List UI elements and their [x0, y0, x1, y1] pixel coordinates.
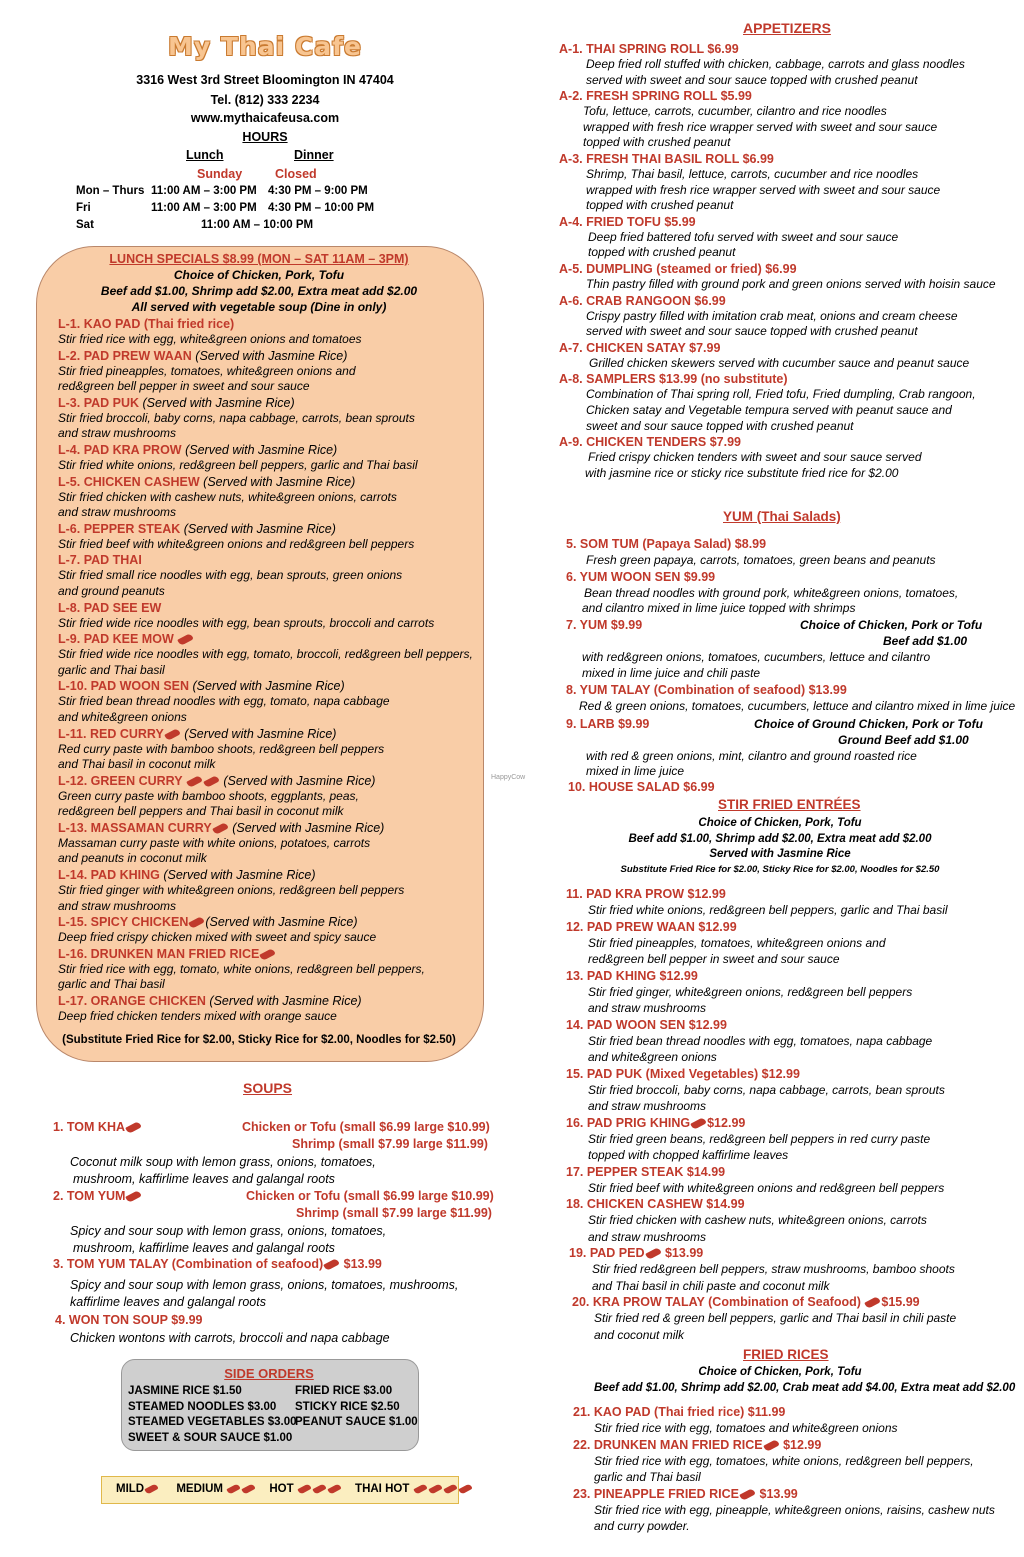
item-note: (Served with Jasmine Rice)	[185, 442, 338, 457]
item-desc: and Thai basil in coconut milk	[58, 757, 216, 772]
friedrice-title: FRIED RICES	[743, 1347, 829, 1362]
restaurant-logo: My Thai Cafe	[168, 32, 362, 61]
chili-pepper-icon	[413, 1483, 427, 1494]
lunch-specials-title: LUNCH SPECIALS $8.99 (MON – SAT 11AM – 3PM)	[109, 252, 409, 266]
hours-lunch: 11:00 AM – 3:00 PM	[151, 202, 257, 214]
item-desc: served with sweet and sour sauce topped with crushed peanut	[586, 72, 918, 87]
item-name: A-2. FRESH SPRING ROLL $5.99	[559, 89, 752, 104]
item-name: L-13. MASSAMAN CURRY	[58, 820, 212, 835]
item-name: L-5. CHICKEN CASHEW	[58, 474, 200, 489]
friedrice-list	[573, 1404, 1013, 1535]
item-desc: Stir fried rice with egg, tomato, white onions, red&green bell peppers,	[58, 961, 425, 976]
item-desc: Stir fried small rice noodles with egg, bean sprouts, green onions	[58, 568, 403, 583]
item-name: L-3. PAD PUK	[58, 395, 140, 410]
menu-item	[58, 631, 478, 678]
item-price: $13.99	[759, 1486, 798, 1501]
item-desc: and peanuts in coconut milk	[58, 851, 207, 866]
item-desc: and straw mushrooms	[588, 1229, 707, 1244]
item-desc	[70, 1223, 386, 1256]
item-name: 23. PINEAPPLE FRIED RICE	[573, 1486, 740, 1501]
item-name: 12. PAD PREW WAAN $12.99	[566, 919, 737, 934]
item-desc: and white&green onions	[58, 709, 187, 724]
item-desc: Massaman curry paste with white onions, potatoes, carrots	[58, 835, 371, 850]
item-desc: Deep fried roll stuffed with chicken, cabbage, carrots and glass noodles	[586, 57, 965, 71]
item-name: 6. YUM WOON SEN $9.99	[566, 570, 716, 584]
item-desc: topped with crushed peanut	[588, 245, 736, 260]
item-price: $13.99	[343, 1257, 382, 1271]
item-desc: Red & green onions, tomatoes, cucumbers, lettuce and cilantro mixed in lime juice	[579, 699, 1016, 713]
item-desc: Green curry paste with bamboo shoots, eggplants, peas,	[58, 788, 359, 803]
chili-pepper-icon	[312, 1483, 326, 1494]
legend-thai-hot: THAI HOT	[355, 1483, 410, 1495]
item-name: A-6. CRAB RANGOON $6.99	[559, 293, 726, 308]
item-note: (Served with Jasmine Rice)	[232, 820, 385, 835]
item-name: L-4. PAD KRA PROW	[58, 442, 182, 457]
item-price: $12.99	[707, 1115, 746, 1130]
chili-pepper-icon	[645, 1247, 662, 1260]
item-desc: and Thai basil in chili paste and coconut milk	[592, 1278, 830, 1293]
item-name: A-5. DUMPLING (steamed or fried) $6.99	[559, 261, 797, 276]
hours-dinner: 4:30 PM – 9:00 PM	[268, 185, 368, 197]
item-desc: Stir fried wide rice noodles with egg, tomato, broccoli, red&green bell peppers,	[58, 647, 473, 662]
side-item: PEANUT SAUCE $1.00	[295, 1416, 418, 1428]
item-desc: Shrimp, Thai basil, lettuce, carrots, cucumber and rice noodles	[586, 166, 919, 181]
item-desc: Combination of Thai spring roll, Fried tofu, Fried dumpling, Crab rangoon,	[586, 387, 976, 402]
menu-item	[58, 993, 478, 1025]
item-desc: Stir fried ginger, white&green onions, red&green bell peppers	[588, 984, 913, 999]
soup-name: 4. WON TON SOUP $9.99	[55, 1313, 203, 1327]
item-name: 5. SOM TUM (Papaya Salad) $8.99	[566, 537, 767, 551]
item-desc: Stir fried bean thread noodles with egg, tomatoes, napa cabbage	[588, 1033, 933, 1048]
item-desc: red&green bell pepper in sweet and sour sauce	[588, 952, 840, 966]
item-desc: with jasmine rice or sticky rice substitute fried rice for $2.00	[585, 465, 899, 480]
item-desc: wrapped with fresh rice wrapper served with sweet and sour sauce	[583, 119, 938, 134]
item-name: L-8. PAD SEE EW	[58, 600, 162, 615]
menu-item	[566, 886, 1016, 919]
item-desc: and straw mushrooms	[58, 898, 177, 913]
desc-line: kaffirlime leaves and galangal roots	[70, 1295, 266, 1309]
item-name: L-9. PAD KEE MOW	[58, 632, 174, 647]
item-desc: Stir fried rice with egg, pineapple, white&green onions, raisins, cashew nuts	[594, 1502, 995, 1517]
menu-item	[566, 1196, 1016, 1245]
chili-pepper-icon	[865, 1296, 882, 1309]
address: 3316 West 3rd Street Bloomington IN 47404	[136, 73, 394, 87]
hours-day: Sat	[76, 219, 94, 231]
menu-item	[559, 214, 1019, 261]
item-desc: garlic and Thai basil	[58, 977, 165, 992]
item-name: 22. DRUNKEN MAN FRIED RICE	[573, 1437, 763, 1452]
menu-item	[58, 474, 478, 521]
item-desc: Red curry paste with bamboo shoots, red&green bell peppers	[58, 741, 385, 756]
item-note: (Served with Jasmine Rice)	[184, 726, 337, 741]
spice-legend-row	[116, 1483, 473, 1495]
sunday-label: Sunday	[197, 167, 243, 181]
soup-name	[53, 1256, 382, 1272]
item-desc: Crispy pastry filled with imitation crab meat, onions and cream cheese	[586, 308, 958, 323]
stirfry-addons: Beef add $1.00, Shrimp add $2.00, Extra meat add $2.00	[628, 833, 932, 845]
item-note: (Served with Jasmine Rice)	[203, 474, 356, 489]
chili-pepper-icon	[125, 1121, 142, 1134]
chili-pepper-icon	[458, 1483, 472, 1494]
menu-item	[573, 1437, 1013, 1486]
chili-pepper-icon	[242, 1483, 256, 1494]
soup-price: Chicken or Tofu (small $6.99 large $10.99)	[246, 1189, 494, 1203]
stirfry-choice: Choice of Chicken, Pork, Tofu	[698, 817, 862, 829]
side-orders-title: SIDE ORDERS	[224, 1366, 314, 1381]
item-desc: with red&green onions, tomatoes, cucumbers, lettuce and cilantro	[582, 650, 931, 664]
item-name: 10. HOUSE SALAD $6.99	[568, 780, 715, 794]
item-desc	[70, 1154, 376, 1187]
item-desc: Stir fried wide rice noodles with egg, bean sprouts, broccoli and carrots	[58, 615, 435, 630]
soup-name	[53, 1119, 142, 1135]
item-desc: served with sweet and sour sauce topped with crushed peanut	[586, 324, 918, 339]
hours-title: HOURS	[242, 130, 288, 144]
chili-pepper-icon	[297, 1483, 311, 1494]
item-name: L-1. KAO PAD (Thai fried rice)	[58, 317, 235, 331]
item-name: 11. PAD KRA PROW $12.99	[566, 887, 726, 901]
lunch-label: Lunch	[186, 148, 224, 162]
chili-pepper-icon	[203, 775, 220, 788]
menu-item	[559, 88, 1019, 151]
item-desc: Stir fried chicken with cashew nuts, white&green onions, carrots	[58, 489, 397, 504]
menu-item	[566, 1164, 1016, 1197]
item-name: 7. YUM $9.99	[566, 618, 643, 632]
friedrice-addons: Beef add $1.00, Shrimp add $2.00, Crab meat add $4.00, Extra meat add $2.00	[594, 1382, 1016, 1394]
lunch-soup-note: All served with vegetable soup (Dine in only)	[131, 300, 387, 314]
soup-price: Shrimp (small $7.99 large $11.99)	[292, 1137, 488, 1151]
item-desc: Deep fried chicken tenders mixed with orange sauce	[58, 1009, 337, 1024]
item-name: 16. PAD PRIG KHING	[566, 1115, 691, 1130]
stirfry-title: STIR FRIED ENTRÉES	[718, 797, 861, 812]
desc-line: mushroom, kaffirlime leaves and galangal roots	[73, 1240, 335, 1255]
chili-pepper-icon	[763, 1439, 780, 1452]
item-desc: Fresh green papaya, carrots, tomatoes, green beans and peanuts	[586, 553, 936, 567]
chili-pepper-icon	[227, 1483, 241, 1494]
menu-item	[566, 1017, 1016, 1066]
item-desc: Tofu, lettuce, carrots, cucumber, cilantro and rice noodles	[583, 104, 887, 119]
item-desc: mixed in lime juice and chili paste	[582, 666, 761, 680]
item-name: 9. LARB $9.99	[566, 717, 650, 731]
item-desc: Stir fried broccoli, baby corns, napa cabbage, carrots, bean sprouts	[58, 410, 415, 425]
menu-item	[573, 1486, 1013, 1535]
item-note: (Served with Jasmine Rice)	[183, 521, 336, 536]
item-desc: and curry powder.	[594, 1519, 690, 1533]
side-item: JASMINE RICE $1.50	[128, 1385, 242, 1397]
item-name: A-4. FRIED TOFU $5.99	[559, 214, 696, 229]
desc-line: mushroom, kaffirlime leaves and galangal roots	[73, 1171, 335, 1186]
item-desc: Stir fried green beans, red&green bell peppers in red curry paste	[588, 1131, 931, 1146]
item-note: (Served with Jasmine Rice)	[205, 915, 358, 930]
appetizers-title: APPETIZERS	[743, 20, 831, 36]
item-desc: and straw mushrooms	[58, 505, 177, 520]
desc-line: Spicy and sour soup with lemon grass, onions, tomatoes, mushrooms,	[70, 1278, 459, 1292]
item-desc: Thin pastry filled with ground pork and green onions served with hoisin sauce	[586, 276, 996, 291]
chili-pepper-icon	[126, 1190, 143, 1203]
chili-pepper-icon	[260, 948, 277, 961]
item-note: (Served with Jasmine Rice)	[223, 773, 376, 788]
menu-item	[566, 1115, 1016, 1164]
side-item: STEAMED NOODLES $3.00	[128, 1400, 277, 1413]
item-desc: and ground peanuts	[58, 583, 165, 598]
item-desc: garlic and Thai basil	[58, 662, 165, 677]
chili-pepper-icon	[323, 1258, 340, 1271]
item-desc: sweet and sour sauce topped with crushed peanut	[586, 418, 854, 433]
watermark: HappyCow	[491, 774, 526, 781]
item-name: A-9. CHICKEN TENDERS $7.99	[559, 435, 741, 450]
item-name: L-15. SPICY CHICKEN	[58, 915, 189, 930]
friedrice-choice: Choice of Chicken, Pork, Tofu	[698, 1366, 862, 1378]
item-name: 8. YUM TALAY (Combination of seafood) $13.99	[566, 683, 847, 697]
item-desc: Stir fried broccoli, baby corns, napa cabbage, carrots, bean sprouts	[588, 1082, 945, 1097]
menu-item	[559, 371, 1019, 434]
chili-pepper-icon	[327, 1483, 341, 1494]
menu-item	[58, 726, 478, 773]
menu-item	[573, 1404, 1013, 1437]
item-name: 20. KRA PROW TALAY (Combination of Seafood)	[572, 1295, 861, 1309]
soups-title: SOUPS	[243, 1080, 293, 1096]
stirfry-list	[566, 886, 1016, 1343]
item-desc: wrapped with fresh rice wrapper served with sweet and sour sauce	[586, 182, 941, 197]
item-desc: and white&green onions	[588, 1050, 717, 1064]
item-name: 18. CHICKEN CASHEW $14.99	[566, 1197, 745, 1211]
item-note: (Served with Jasmine Rice)	[195, 348, 348, 363]
item-desc: Stir fried red&green bell peppers, straw mushrooms, bamboo shoots	[592, 1262, 955, 1276]
menu-item	[58, 820, 478, 867]
item-note: (Served with Jasmine Rice)	[142, 395, 295, 410]
item-desc: Stir fried rice with egg, tomatoes, white onions, red&green bell peppers,	[594, 1453, 974, 1468]
menu-item	[58, 914, 478, 946]
menu-item	[559, 434, 1019, 481]
menu-item	[559, 261, 1019, 293]
menu-item	[58, 678, 478, 725]
menu-item	[566, 968, 1016, 1017]
item-desc: mixed in lime juice	[586, 764, 685, 778]
chili-pepper-icon	[443, 1483, 457, 1494]
menu-item	[58, 946, 478, 993]
desc-line: Coconut milk soup with lemon grass, onions, tomatoes,	[70, 1155, 376, 1169]
item-name: L-10. PAD WOON SEN	[58, 679, 190, 694]
item-desc: Stir fried beef with white&green onions and red&green bell peppers	[58, 536, 415, 551]
item-choice: Choice of Chicken, Pork or Tofu	[800, 618, 983, 632]
item-name: L-2. PAD PREW WAAN	[58, 348, 192, 363]
item-desc: topped with chopped kaffirlime leaves	[588, 1148, 789, 1162]
item-note: (Served with Jasmine Rice)	[163, 868, 316, 883]
stirfry-served: Served with Jasmine Rice	[709, 848, 851, 860]
menu-item	[58, 395, 478, 442]
soup-price: Chicken or Tofu (small $6.99 large $10.99)	[242, 1120, 490, 1134]
item-name: L-14. PAD KHING	[58, 868, 160, 883]
item-desc: Stir fried white onions, red&green bell peppers, garlic and Thai basil	[588, 903, 948, 917]
lunch-footer: (Substitute Fried Rice for $2.00, Sticky Rice for $2.00, Noodles for $2.50)	[62, 1034, 456, 1046]
chili-pepper-icon	[739, 1488, 756, 1501]
lunch-items-list	[58, 316, 478, 1025]
item-name: L-17. ORANGE CHICKEN	[58, 994, 206, 1009]
menu-item	[566, 919, 1016, 968]
side-item: SWEET & SOUR SAUCE $1.00	[128, 1431, 293, 1444]
item-desc: Stir fried pineapples, tomatoes, white&green onions and	[58, 363, 356, 378]
item-desc: and straw mushrooms	[588, 1001, 707, 1015]
item-desc: Deep fried crispy chicken mixed with sweet and spicy sauce	[58, 930, 377, 945]
legend-mild: MILD	[116, 1483, 145, 1495]
menu-item	[58, 442, 478, 474]
hours-lunch: 11:00 AM – 3:00 PM	[151, 185, 257, 197]
yum-title: YUM (Thai Salads)	[723, 509, 841, 524]
item-desc: Stir fried rice with egg, white&green onions and tomatoes	[58, 332, 362, 346]
item-desc: Stir fried white onions, red&green bell peppers, garlic and Thai basil	[58, 457, 418, 472]
item-desc: Stir fried beef with white&green onions and red&green bell peppers	[588, 1180, 945, 1195]
hours-lunch: 11:00 AM – 10:00 PM	[201, 219, 314, 231]
lunch-addons: Beef add $1.00, Shrimp add $2.00, Extra meat add $2.00	[100, 284, 418, 298]
item-desc: Stir fried ginger with white&green onions, red&green bell peppers	[58, 883, 405, 898]
hours-dinner: 4:30 PM – 10:00 PM	[268, 202, 375, 214]
item-desc: and cilantro mixed in lime juice topped with shrimps	[582, 601, 856, 615]
menu-item	[559, 293, 1019, 340]
item-desc: Stir fried chicken with cashew nuts, white&green onions, carrots	[588, 1213, 927, 1227]
item-desc: Stir fried pineapples, tomatoes, white&green onions and	[588, 935, 886, 950]
soup-name	[53, 1188, 142, 1204]
item-name: A-3. FRESH THAI BASIL ROLL $6.99	[559, 151, 774, 166]
legend-medium: MEDIUM	[176, 1483, 223, 1495]
dinner-label: Dinner	[294, 148, 334, 162]
item-name: 21. KAO PAD (Thai fried rice) $11.99	[573, 1405, 786, 1419]
item-desc: topped with crushed peanut	[586, 198, 734, 213]
item-name: L-6. PEPPER STEAK	[58, 521, 181, 536]
hours-day: Mon – Thurs	[76, 185, 145, 197]
item-name: 1. TOM KHA	[53, 1120, 125, 1134]
chili-pepper-icon	[186, 775, 203, 788]
item-desc: Fried crispy chicken tenders with sweet and sour sauce served	[588, 450, 922, 465]
menu-item	[58, 348, 478, 395]
item-price: $12.99	[783, 1437, 822, 1452]
menu-item	[58, 316, 478, 348]
menu-item	[58, 552, 478, 599]
item-desc: Chicken wontons with carrots, broccoli and napa cabbage	[70, 1331, 390, 1345]
item-desc	[70, 1277, 458, 1311]
item-desc: and straw mushrooms	[58, 426, 177, 441]
item-name: L-16. DRUNKEN MAN FRIED RICE	[58, 946, 260, 961]
item-addon: Ground Beef add $1.00	[838, 733, 969, 747]
item-desc: Bean thread noodles with ground pork, white&green onions, tomatoes,	[584, 586, 959, 600]
item-desc: with red & green onions, mint, cilantro and ground roasted rice	[586, 749, 917, 763]
menu-item	[559, 151, 1019, 214]
desc-line: Spicy and sour soup with lemon grass, onions, tomatoes,	[70, 1224, 387, 1238]
item-name: 14. PAD WOON SEN $12.99	[566, 1017, 727, 1032]
lunch-choice: Choice of Chicken, Pork, Tofu	[173, 268, 345, 282]
item-desc: red&green bell pepper in sweet and sour sauce	[58, 379, 310, 394]
item-desc: and coconut milk	[594, 1327, 685, 1342]
item-note: (Served with Jasmine Rice)	[192, 679, 345, 694]
item-name: A-1. THAI SPRING ROLL $6.99	[559, 42, 739, 56]
item-addon: Beef add $1.00	[883, 634, 968, 648]
item-desc: garlic and Thai basil	[594, 1470, 701, 1484]
menu-item	[559, 41, 1019, 88]
menu-item	[559, 340, 1019, 372]
side-item: STEAMED VEGETABLES $3.00	[128, 1416, 297, 1428]
item-price: $13.99	[664, 1246, 704, 1260]
item-name: L-12. GREEN CURRY	[58, 773, 183, 788]
menu-item	[566, 1245, 1016, 1294]
item-name: 15. PAD PUK (Mixed Vegetables) $12.99	[566, 1066, 800, 1081]
item-name: L-7. PAD THAI	[58, 553, 142, 568]
menu-item	[566, 1294, 1016, 1343]
item-name: 19. PAD PED	[569, 1246, 645, 1260]
closed-label: Closed	[275, 167, 317, 181]
item-desc: topped with crushed peanut	[583, 135, 731, 150]
side-orders-left	[128, 1384, 297, 1446]
item-choice: Choice of Ground Chicken, Pork or Tofu	[754, 717, 983, 731]
item-name: A-7. CHICKEN SATAY $7.99	[559, 340, 721, 355]
phone: Tel. (812) 333 2234	[210, 93, 320, 107]
chili-pepper-icon	[164, 728, 181, 741]
website[interactable]: www.mythaicafeusa.com	[190, 111, 340, 125]
item-desc: red&green bell peppers and Thai basil in coconut milk	[58, 804, 344, 819]
hours-day: Fri	[76, 202, 91, 214]
item-name: A-8. SAMPLERS $13.99 (no substitute)	[559, 372, 788, 387]
item-note: (Served with Jasmine Rice)	[209, 994, 362, 1009]
appetizers-list	[559, 41, 1019, 481]
side-orders-right	[295, 1384, 418, 1431]
chili-pepper-icon	[428, 1483, 442, 1494]
item-name: 13. PAD KHING $12.99	[566, 968, 698, 983]
menu-item	[566, 1066, 1016, 1115]
item-desc: Chicken satay and Vegetable tempura served with peanut sauce and	[586, 402, 952, 417]
chili-pepper-icon	[690, 1117, 707, 1130]
legend-hot: HOT	[269, 1483, 294, 1495]
item-desc: Stir fried bean thread noodles with egg, tomato, napa cabbage	[58, 694, 390, 709]
item-desc: Stir fried rice with egg, tomatoes and white&green onions	[594, 1421, 898, 1435]
chili-pepper-icon	[212, 822, 229, 835]
menu-item	[58, 773, 478, 820]
menu-item	[58, 521, 478, 553]
chili-pepper-icon	[189, 916, 206, 929]
menu-item	[58, 867, 478, 914]
side-item: STICKY RICE $2.50	[295, 1400, 400, 1413]
item-desc: and straw mushrooms	[588, 1099, 707, 1113]
chili-pepper-icon	[177, 633, 194, 646]
menu-item	[58, 600, 478, 632]
item-name: 3. TOM YUM TALAY (Combination of seafood)	[53, 1257, 324, 1271]
stirfry-substitute: Substitute Fried Rice for $2.00, Sticky Rice for $2.00, Noodles for $2.50	[620, 864, 940, 875]
soup-price: Shrimp (small $7.99 large $11.99)	[296, 1206, 492, 1220]
item-desc: Grilled chicken skewers served with cucumber sauce and peanut sauce	[589, 355, 970, 370]
item-name: 2. TOM YUM	[53, 1189, 126, 1203]
side-item: FRIED RICE $3.00	[295, 1385, 393, 1397]
item-name: 17. PEPPER STEAK $14.99	[566, 1164, 726, 1179]
item-desc: Stir fried red & green bell peppers, garlic and Thai basil in chili paste	[594, 1311, 957, 1325]
item-name: L-11. RED CURRY	[58, 726, 164, 741]
item-price: $15.99	[881, 1295, 920, 1309]
item-desc: Deep fried battered tofu served with sweet and sour sauce	[588, 229, 899, 244]
chili-pepper-icon	[144, 1483, 158, 1494]
